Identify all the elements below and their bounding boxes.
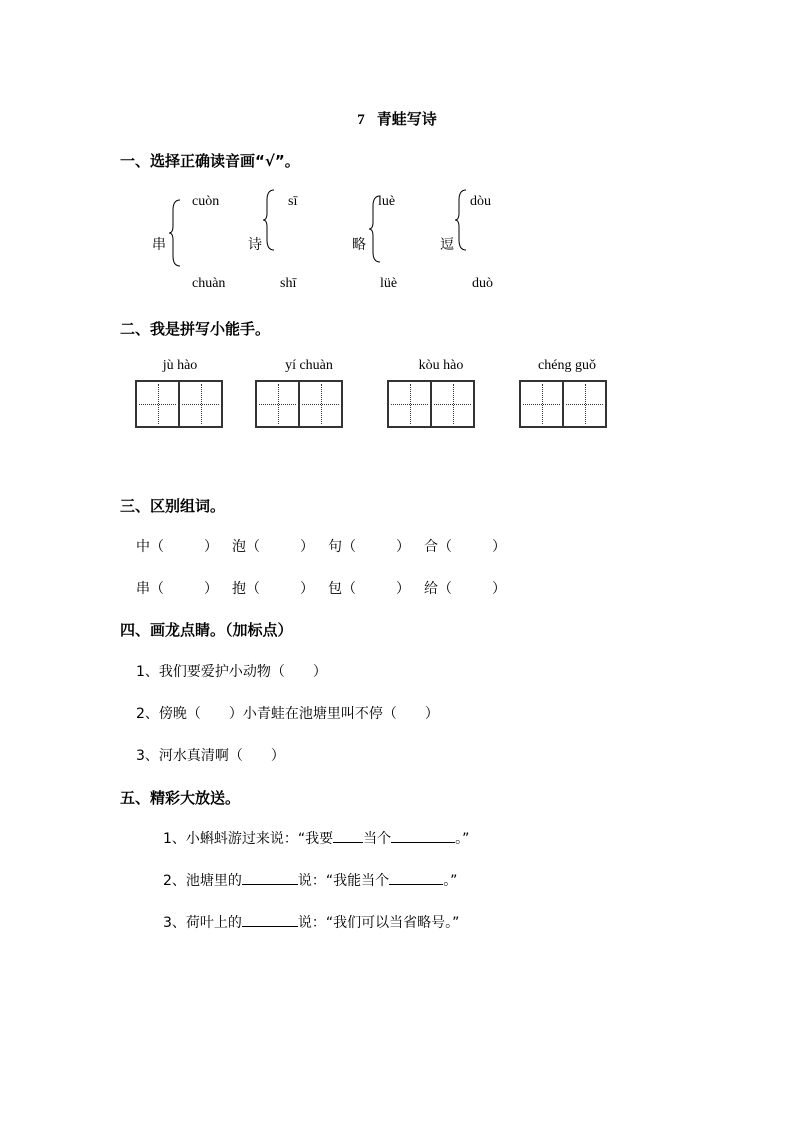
fill-text: 说：“我们可以当省略号。” [297,915,460,931]
section4-heading: 四、画龙点睛。（加标点） [120,621,293,639]
answer-close[interactable]: ） [204,581,218,597]
fill-text: 当个 [363,831,392,847]
grid-cell[interactable] [389,382,432,426]
grid-cell[interactable] [521,382,564,426]
grid-cell[interactable] [180,382,221,426]
answer-close[interactable]: ） [396,539,410,555]
section5-heading: 五、精彩大放送。 [120,789,241,807]
lesson-title: 青蛙写诗 [376,110,437,128]
grid-cell[interactable] [257,382,300,426]
pinyin-option[interactable]: dòu [470,194,491,209]
fill-text: 。” [443,873,458,889]
fill-text: 。” [455,831,470,847]
section2-heading: 二、我是拼写小能手。 [120,320,271,338]
pinyin-option[interactable]: shī [280,276,297,291]
writing-grid[interactable] [255,380,343,428]
lesson-number: 7 [357,112,365,128]
pinyin-option[interactable]: cuòn [192,194,220,209]
word-char: 抱（ [232,581,260,597]
brace-icon [262,188,276,252]
pinyin-option[interactable]: luè [378,194,396,209]
fill-item [163,912,459,932]
fill-text: 2、池塘里的 [163,873,242,889]
fill-blank[interactable] [242,912,298,927]
word-char: 中（ [136,539,164,555]
pinyin-prompt: jù hào [162,358,198,373]
section3-heading: 三、区别组词。 [120,497,226,515]
pinyin-option[interactable]: duò [472,276,493,291]
writing-grid[interactable] [135,380,223,428]
char: 诗 [248,237,262,253]
grid-cell[interactable] [432,382,473,426]
answer-close[interactable]: ） [396,581,410,597]
fill-text: 说：“我能当个 [297,873,390,889]
char: 略 [352,237,366,253]
word-char: 串（ [136,581,164,597]
fill-blank[interactable] [242,870,298,885]
answer-close[interactable]: ） [492,581,506,597]
word-char: 泡（ [232,539,260,555]
fill-item [163,828,469,848]
pinyin-prompt: yí chuàn [285,358,333,373]
pinyin-prompt: kòu hào [418,358,464,373]
fill-blank[interactable] [389,870,443,885]
fill-text: 1、小蝌蚪游过来说：“我要 [163,831,334,847]
brace-icon [168,198,182,268]
punctuation-item[interactable]: 3、河水真清啊（ ） [136,748,285,764]
answer-close[interactable]: ） [492,539,506,555]
word-char: 给（ [424,581,452,597]
answer-close[interactable]: ） [300,581,314,597]
fill-item [163,870,457,890]
char: 串 [152,237,166,253]
pinyin-option[interactable]: lüè [380,276,398,291]
pinyin-option[interactable]: chuàn [192,276,226,291]
word-char: 句（ [328,539,356,555]
word-char: 合（ [424,539,452,555]
section1-heading: 一、选择正确读音画“√”。 [120,152,300,170]
grid-cell[interactable] [564,382,605,426]
pinyin-prompt: chéng guǒ [538,358,596,373]
char: 逗 [440,237,454,253]
fill-blank[interactable] [391,828,455,843]
writing-grid[interactable] [387,380,475,428]
grid-cell[interactable] [137,382,180,426]
fill-blank[interactable] [333,828,363,843]
answer-close[interactable]: ） [204,539,218,555]
writing-grid[interactable] [519,380,607,428]
answer-close[interactable]: ） [300,539,314,555]
brace-icon [454,188,468,252]
grid-cell[interactable] [300,382,341,426]
pinyin-option[interactable]: sī [288,194,298,209]
word-char: 包（ [328,581,356,597]
punctuation-item[interactable]: 2、傍晚（ ）小青蛙在池塘里叫不停（ ） [136,706,439,722]
worksheet-title [0,108,794,129]
punctuation-item[interactable]: 1、我们要爱护小动物（ ） [136,664,327,680]
fill-text: 3、荷叶上的 [163,915,242,931]
